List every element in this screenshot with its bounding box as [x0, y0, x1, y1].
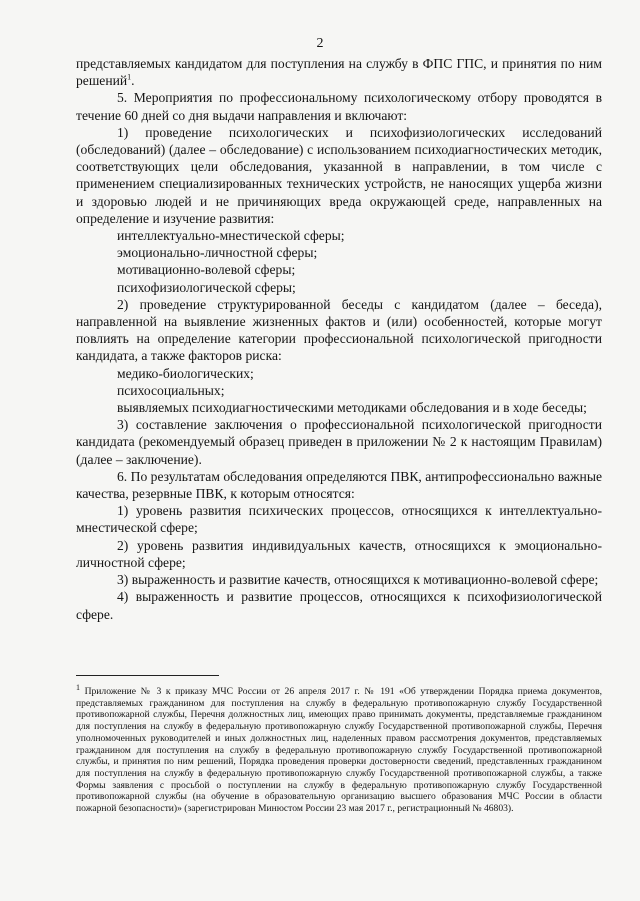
continuation-text: представляемых кандидатом для поступления на службу в ФПС ГПС, и принятия по ним решений: [76, 56, 602, 89]
item-1: 1) проведение психологических и психофизиологических исследований (обследований) (далее – обследование) с использованием психодиагностических методик, соответствующих цели обследования, указанной в направлении, в том числе с применением специализированных технических устройств, не наносящих ущерба жизни и здоровью людей и не причиняющих вреда окружающей среде, направленных на определение и изучение развития:: [76, 124, 602, 226]
footnote: [76, 682, 603, 815]
paragraph-5: 5. Мероприятия по профессиональному психологическому отбору проводятся в течение 60 дней со дня выдачи направления и включают:: [76, 90, 602, 123]
item-2: 2) проведение структурированной беседы с кандидатом (далее – беседа), направленной на выявление жизненных фактов и (или) особенностей, которые могут повлиять на определение категории профессиональной психологической пригодности кандидата, а также факторов риска:: [76, 296, 602, 364]
page-number: 2: [316, 36, 324, 51]
pvk-item: 2) уровень развития индивидуальных качеств, относящихся к эмоционально-личностной сфере;: [76, 537, 602, 570]
sphere-item: интеллектуально-мнестической сферы;: [117, 228, 345, 244]
risk-item: выявляемых психодиагностическими методиками обследования и в ходе беседы;: [117, 400, 587, 416]
item-3: 3) составление заключения о профессиональной психологической пригодности кандидата (рекомендуемый образец приведен в приложении № 2 к настоящим Правилам) (далее – заключение).: [76, 417, 602, 467]
risk-item: психосоциальных;: [117, 382, 225, 398]
continuation-paragraph: представляемых кандидатом для поступления на службу в ФПС ГПС, и принятия по ним решений$^1$.: [76, 56, 602, 89]
pvk-item: 3) выраженность и развитие качеств, относящихся к мотивационно-волевой сфере;: [117, 572, 599, 588]
document-body: [76, 55, 602, 623]
pvk-item: 1) уровень развития психических процессов, относящихся к интеллектуально-мнестической сфере;: [76, 503, 602, 536]
paragraph-6: 6. По результатам обследования определяются ПВК, антипрофессионально важные качества, резервные ПВК, к которым относятся:: [76, 468, 602, 502]
sphere-item: эмоционально-личностной сферы;: [117, 245, 318, 261]
footnote-reference[interactable]: 1: [127, 72, 132, 82]
sphere-item: психофизиологической сферы;: [117, 279, 296, 295]
risk-item: медико-биологических;: [117, 365, 254, 381]
footnote-text: Приложение № 3 к приказу МЧС России от 26 апреля 2017 г. № 191 «Об утверждении Порядка приема документов, представляемых гражданином для поступления на службу в федеральную противопожарную службу Государственной противопожарной службы, Перечня должностных лиц, имеющих право принимать документы, представляемые гражданином для поступления на службу в федеральную противопожарную службу Государственной противопожарной службы, Перечня уполномоченных руководителей и иных должностных лиц, наделенных правом рассмотрения документов, представляемых гражданином для поступления на службу в федеральную противопожарную службу Государственной противопожарной службы, и принятия по ним решений, Порядка проведения проверки достоверности сведений, представленных гражданином для поступления на службу в федеральную противопожарную службу Государственной противопожарной службы, а также Формы заявления с просьбой о поступлении на службу в федеральную противопожарную службу Государственной противопожарной службы (на обучение в образовательную организацию высшего образования МЧС России в области пожарной безопасности)» (зарегистрирован Минюстом России 23 мая 2017 г., регистрационный № 46803).: [76, 686, 603, 815]
pvk-item: 4) выраженность и развитие процессов, относящихся к психофизиологической сфере.: [76, 589, 602, 622]
sphere-item: мотивационно-волевой сферы;: [117, 262, 296, 278]
footnote-mark: 1: [76, 682, 80, 692]
footnote-separator: [76, 675, 219, 676]
